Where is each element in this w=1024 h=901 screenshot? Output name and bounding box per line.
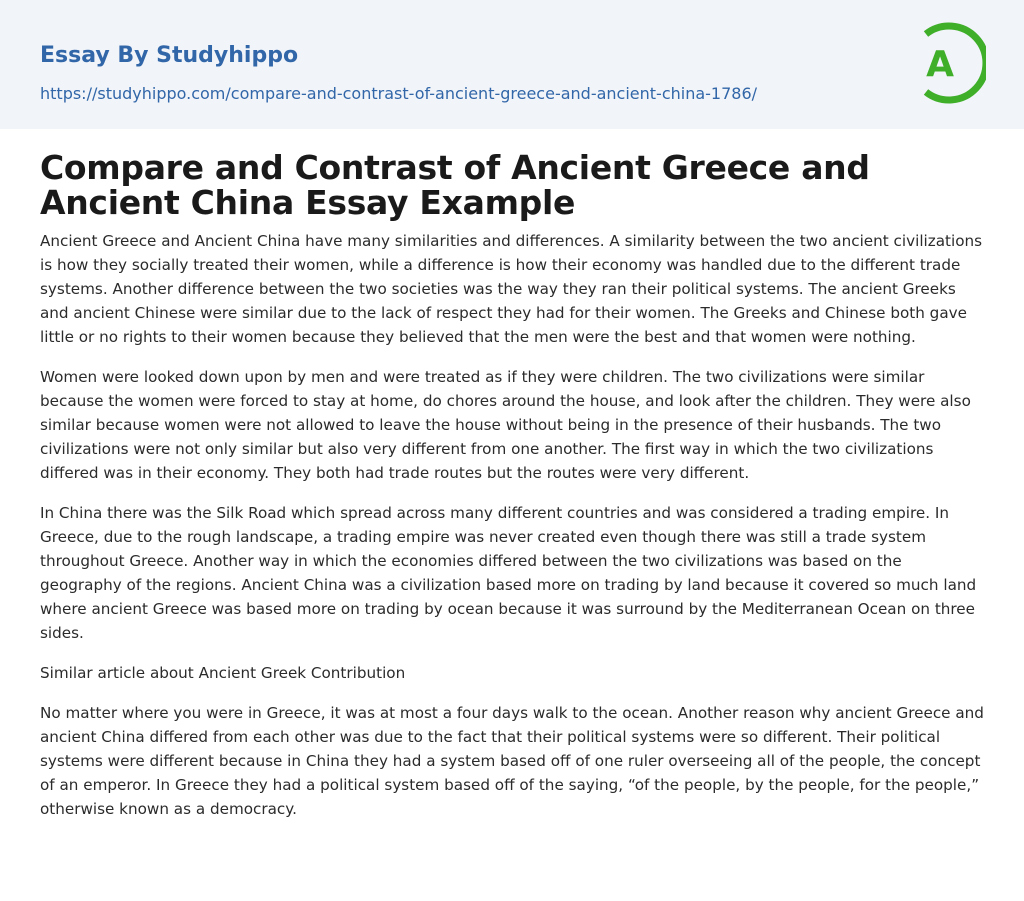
page-header	[0, 0, 1024, 129]
article	[40, 150, 984, 821]
article-paragraph-5: No matter where you were in Greece, it was at most a four days walk to the ocean. Another reason why ancient Greece and ancient China differed from each other was due to the fact that their political systems were so different. Their political systems were different because in China they had a system based off of one ruler overseeing all of the people, the concept of an emperor. In Greece they had a political system based off of the saying, “of the people, by the people, for the people,” otherwise known as a democracy.	[40, 704, 984, 818]
logo-letter: A	[926, 44, 954, 85]
studyhippo-logo-icon[interactable]	[912, 20, 986, 106]
article-paragraph-1: Ancient Greece and Ancient China have many similarities and differences. A similarity between the two ancient civilizations is how they socially treated their women, while a difference is how their economy was handled due to the different trade systems. Another difference between the two societies was the way they ran their political systems. The ancient Greeks and ancient Chinese were similar due to the lack of respect they had for their women. The Greeks and Chinese both gave little or no rights to their women because they believed that the men were the best and that women were nothing.	[40, 232, 983, 346]
article-title: Compare and Contrast of Ancient Greece and Ancient China Essay Example	[40, 148, 870, 222]
article-paragraph-2: Women were looked down upon by men and were treated as if they were children. The two civilizations were similar because the women were forced to stay at home, do chores around the house, and look after the children. They were also similar because women were not allowed to leave the house without being in the presence of their husbands. The two civilizations were not only similar but also very different from one another. The first way in which the two civilizations differed was in their economy. They both had trade routes but the routes were very different.	[40, 368, 971, 482]
article-paragraph-3: In China there was the Silk Road which spread across many different countries and was considered a trading empire. In Greece, due to the rough landscape, a trading empire was never created even though there was still a trade system throughout Greece. Another way in which the economies differed between the two civilizations was based on the geography of the regions. Ancient China was a civilization based more on trading by land because it covered so much land where ancient Greece was based more on trading by ocean because it was surround by the Mediterranean Ocean on three sides.	[40, 504, 977, 642]
similar-article-link[interactable]: Similar article about Ancient Greek Contribution	[40, 664, 406, 682]
source-url-link[interactable]: https://studyhippo.com/compare-and-contrast-of-ancient-greece-and-ancient-china-1786/	[40, 84, 758, 103]
site-brand[interactable]: Essay By Studyhippo	[40, 43, 299, 68]
